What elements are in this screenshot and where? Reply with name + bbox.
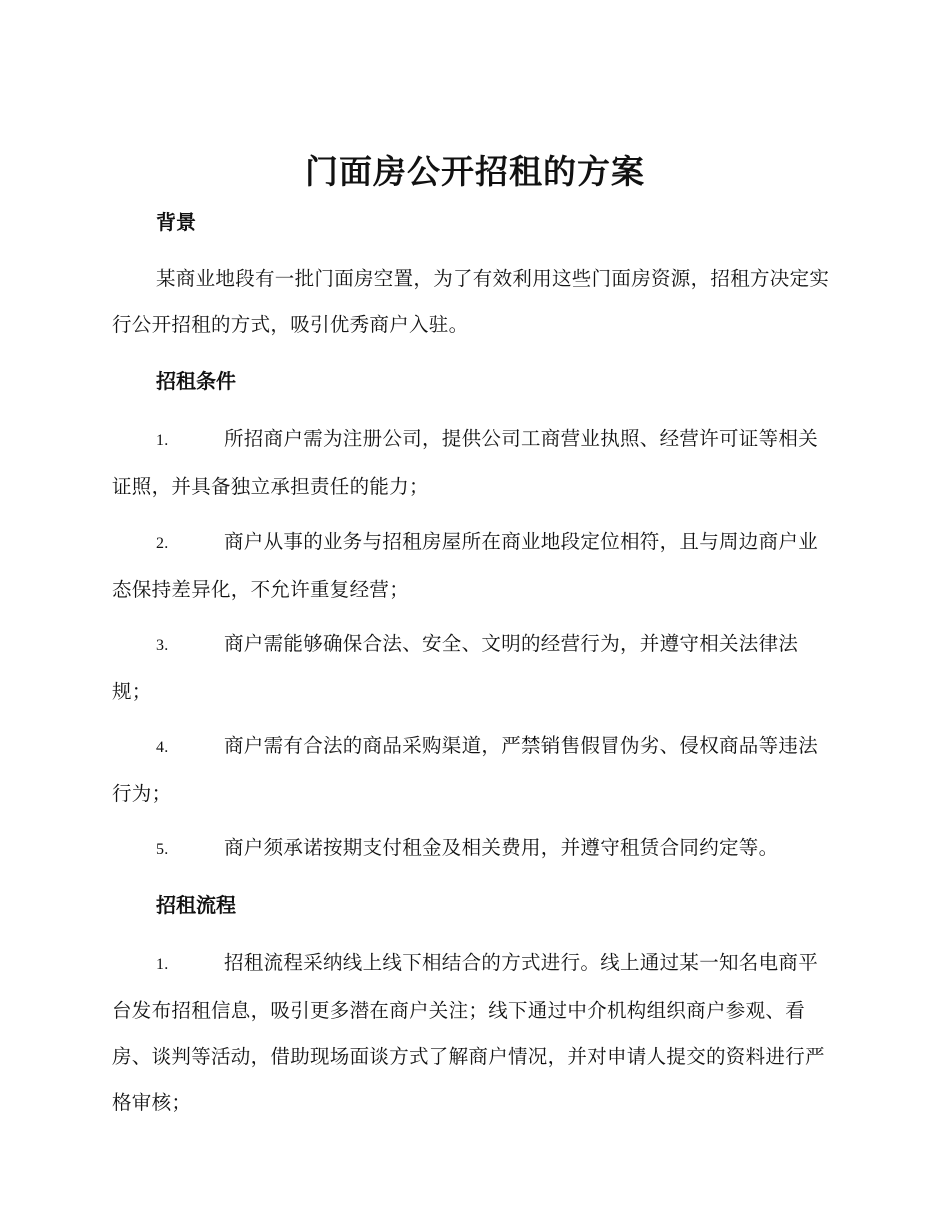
condition-item	[112, 825, 836, 873]
item-text: 商户需能够确保合法、安全、文明的经营行为，并遵守相关法律法规；	[112, 632, 799, 703]
item-number: 1.	[156, 432, 169, 449]
condition-item	[112, 723, 836, 817]
background-paragraph: 某商业地段有一批门面房空置，为了有效利用这些门面房资源，招租方决定实行公开招租的方式，吸引优秀商户入驻。	[112, 267, 830, 336]
item-text: 商户需有合法的商品采购渠道，严禁销售假冒伪劣、侵权商品等违法行为；	[112, 734, 819, 805]
item-number: 2.	[156, 535, 169, 552]
item-number: 4.	[156, 739, 169, 756]
item-text: 招租流程采纳线上线下相结合的方式进行。线上通过某一知名电商平台发布招租信息，吸引更多潜在商户关注；线下通过中介机构组织商户参观、看房、谈判等活动，借助现场面谈方式了解商户情况，并对申请人提交的资料进行严格审核；	[112, 951, 825, 1114]
section-heading-conditions: 招租条件	[156, 369, 236, 393]
condition-item	[112, 519, 836, 613]
item-number: 3.	[156, 637, 169, 654]
item-text: 所招商户需为注册公司，提供公司工商营业执照、经营许可证等相关证照，并具备独立承担责任的能力；	[112, 427, 819, 498]
section-heading-background: 背景	[156, 210, 196, 234]
section-heading-process: 招租流程	[156, 893, 236, 917]
condition-item	[112, 621, 836, 715]
item-number: 5.	[156, 841, 169, 858]
document-title: 门面房公开招租的方案	[305, 152, 645, 191]
item-text: 商户从事的业务与招租房屋所在商业地段定位相符，且与周边商户业态保持差异化，不允许重复经营；	[112, 530, 819, 601]
condition-item	[112, 416, 836, 510]
item-number: 1.	[156, 956, 169, 973]
item-text: 商户须承诺按期支付租金及相关费用，并遵守租赁合同约定等。	[224, 836, 779, 859]
process-item	[112, 940, 836, 1126]
